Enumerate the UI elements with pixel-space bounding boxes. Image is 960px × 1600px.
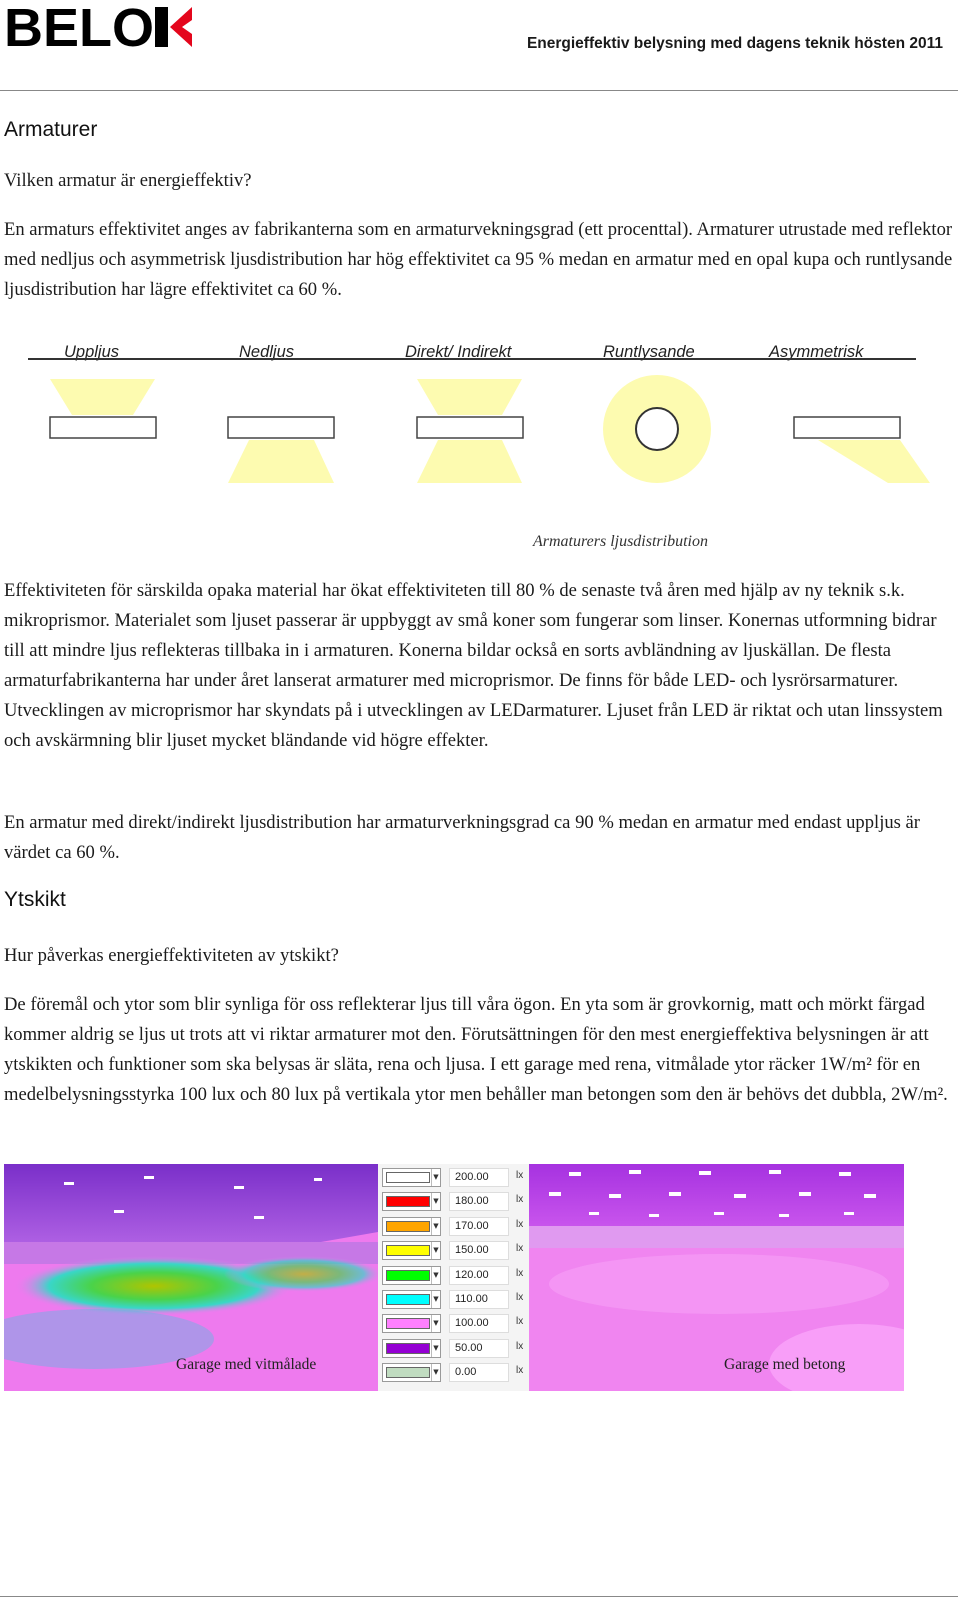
runtlysande-luminaire (603, 375, 711, 483)
label-runtlysande: Runtlysande (603, 343, 695, 361)
color-swatch (386, 1318, 430, 1329)
threshold-value-field[interactable]: 110.00 (449, 1290, 509, 1309)
color-swatch (386, 1221, 430, 1232)
color-swatch (386, 1172, 430, 1183)
color-swatch (386, 1245, 430, 1256)
unit-label: lx (516, 1340, 524, 1352)
chevron-down-icon[interactable]: ▼ (431, 1291, 440, 1308)
chevron-down-icon[interactable]: ▼ (431, 1218, 440, 1235)
threshold-value-field[interactable]: 180.00 (449, 1192, 509, 1211)
color-dropdown[interactable] (382, 1314, 441, 1333)
color-dropdown[interactable] (382, 1217, 441, 1236)
unit-label: lx (516, 1218, 524, 1230)
unit-label: lx (516, 1292, 524, 1303)
color-dropdown[interactable] (382, 1339, 441, 1358)
color-swatch (386, 1343, 430, 1354)
paragraph: En armaturs effektivitet anges av fabrikanterna som en armaturvekningsgrad (ett procenttal). Armaturer utrustade med reflektor med nedljus och asymmetrisk ljusdistribution har hög effektivitet ca 95 % medan en armatur med en opal kupa och runtlysande ljusdistribution har lägre effektivitet ca 60 %. (4, 219, 953, 300)
threshold-value-field[interactable]: 100.00 (449, 1314, 509, 1333)
color-dropdown[interactable] (382, 1290, 441, 1309)
paragraph: Effektiviteten för särskilda opaka material har ökat effektiviteten till 80 % de senaste två åren med hjälp av ny teknik s.k. mikroprismor. Materialet som ljuset passerar är uppbyggt av små koner som fungerar som linser. Konernas utformning bidrar till att mindre ljus reflekteras tillbaka in i armaturen. Konerna bildar också en sorts avbländning av ljuskällan. De flesta armaturfabrikanterna har under året lanserat armaturer med microprismor. De finns för både LED- och lysrörsarmaturer. Utvecklingen av microprismor har skyndats på i utvecklingen av LEDarmaturer. Ljuset från LED är riktat och utan linssystem och avskärmning blir ljuset mycket bländande vid högre effekter. (4, 580, 943, 751)
color-swatch (386, 1196, 430, 1207)
color-dropdown[interactable] (382, 1266, 441, 1285)
chevron-down-icon[interactable]: ▼ (431, 1340, 440, 1357)
unit-label: lx (516, 1316, 524, 1328)
threshold-value-field[interactable]: 50.00 (449, 1339, 509, 1358)
chevron-down-icon[interactable]: ▼ (431, 1193, 440, 1210)
color-swatch (386, 1294, 430, 1305)
color-dropdown[interactable] (382, 1192, 441, 1211)
right-image-caption: Garage med betong (724, 1356, 846, 1373)
color-dropdown[interactable] (382, 1168, 441, 1187)
chevron-down-icon[interactable]: ▼ (431, 1169, 440, 1186)
uppljus-luminaire (50, 379, 156, 438)
belok-logo (4, 2, 194, 50)
legend-row (378, 1264, 529, 1286)
paragraph: De föremål och ytor som blir synliga för oss reflekterar ljus till våra ögon. En yta som är grovkornig, matt och mörkt färgad kommer aldrig se ljus ut trots att vi riktar armaturer mot den. Förutsättningen för den mest energieffektiva belysningen är att ytskikten och funktioner som ska belysas är släta, rena och ljusa. I ett garage med rena, vitmålade ytor räcker 1W/m² för en medelbelysningsstyrka 100 lux och 80 lux på vertikala ytor men behåller man betongen som den är behövs det dubbla, 2W/m². (4, 994, 948, 1105)
threshold-value-field[interactable]: 150.00 (449, 1241, 509, 1260)
label-nedljus: Nedljus (239, 343, 295, 361)
unit-label: lx (516, 1194, 524, 1206)
legend-row (378, 1337, 529, 1359)
svg-text:BELO: BELO (4, 2, 154, 50)
label-direkt-indirekt: Direkt/ Indirekt (405, 343, 512, 361)
legend-row (378, 1190, 529, 1212)
unit-label: lx (516, 1170, 524, 1181)
chevron-down-icon[interactable]: ▼ (431, 1267, 440, 1284)
label-asymmetrisk: Asymmetrisk (769, 343, 864, 361)
paragraph: En armatur med direkt/indirekt ljusdistribution har armaturverkningsgrad ca 90 % medan en armatur med endast uppljus är värdet ca 60 %. (4, 812, 920, 863)
threshold-value-field[interactable]: 0.00 (449, 1363, 509, 1382)
distribution-figure (28, 335, 940, 505)
section-heading-ytskikt: Ytskikt (4, 888, 66, 911)
section-heading-armaturer: Armaturer (4, 118, 98, 141)
illuminance-legend (378, 1164, 529, 1391)
chevron-down-icon[interactable]: ▼ (431, 1242, 440, 1259)
label-uppljus: Uppljus (64, 343, 120, 361)
color-dropdown[interactable] (382, 1363, 441, 1382)
legend-row (378, 1361, 529, 1383)
color-swatch (386, 1367, 430, 1378)
legend-row (378, 1215, 529, 1237)
garage-concrete-render (529, 1164, 904, 1391)
unit-label: lx (516, 1243, 524, 1255)
document-title: Energieffektiv belysning med dagens teknik hösten 2011 (526, 35, 943, 52)
question-text: Hur påverkas energieffektiviteten av ytskikt? (4, 945, 339, 966)
unit-label: lx (516, 1267, 524, 1279)
asymmetrisk-luminaire (794, 417, 930, 483)
figure-caption: Armaturers ljusdistribution (533, 533, 708, 550)
header-divider (0, 90, 958, 91)
legend-row (378, 1312, 529, 1334)
direkt-indirekt-luminaire (417, 379, 523, 483)
left-image-caption: Garage med vitmålade (176, 1356, 317, 1373)
threshold-value-field[interactable]: 170.00 (449, 1217, 509, 1236)
color-dropdown[interactable] (382, 1241, 441, 1260)
question-text: Vilken armatur är energieffektiv? (4, 170, 252, 191)
footer-divider (0, 1596, 958, 1597)
legend-row (378, 1166, 529, 1188)
chevron-down-icon[interactable]: ▼ (431, 1364, 440, 1381)
color-swatch (386, 1270, 430, 1281)
legend-row (378, 1288, 529, 1310)
nedljus-luminaire (228, 417, 334, 483)
threshold-value-field[interactable]: 120.00 (449, 1266, 509, 1285)
unit-label: lx (516, 1365, 524, 1377)
threshold-value-field[interactable]: 200.00 (449, 1168, 509, 1187)
chevron-down-icon[interactable]: ▼ (431, 1315, 440, 1332)
legend-row (378, 1239, 529, 1261)
